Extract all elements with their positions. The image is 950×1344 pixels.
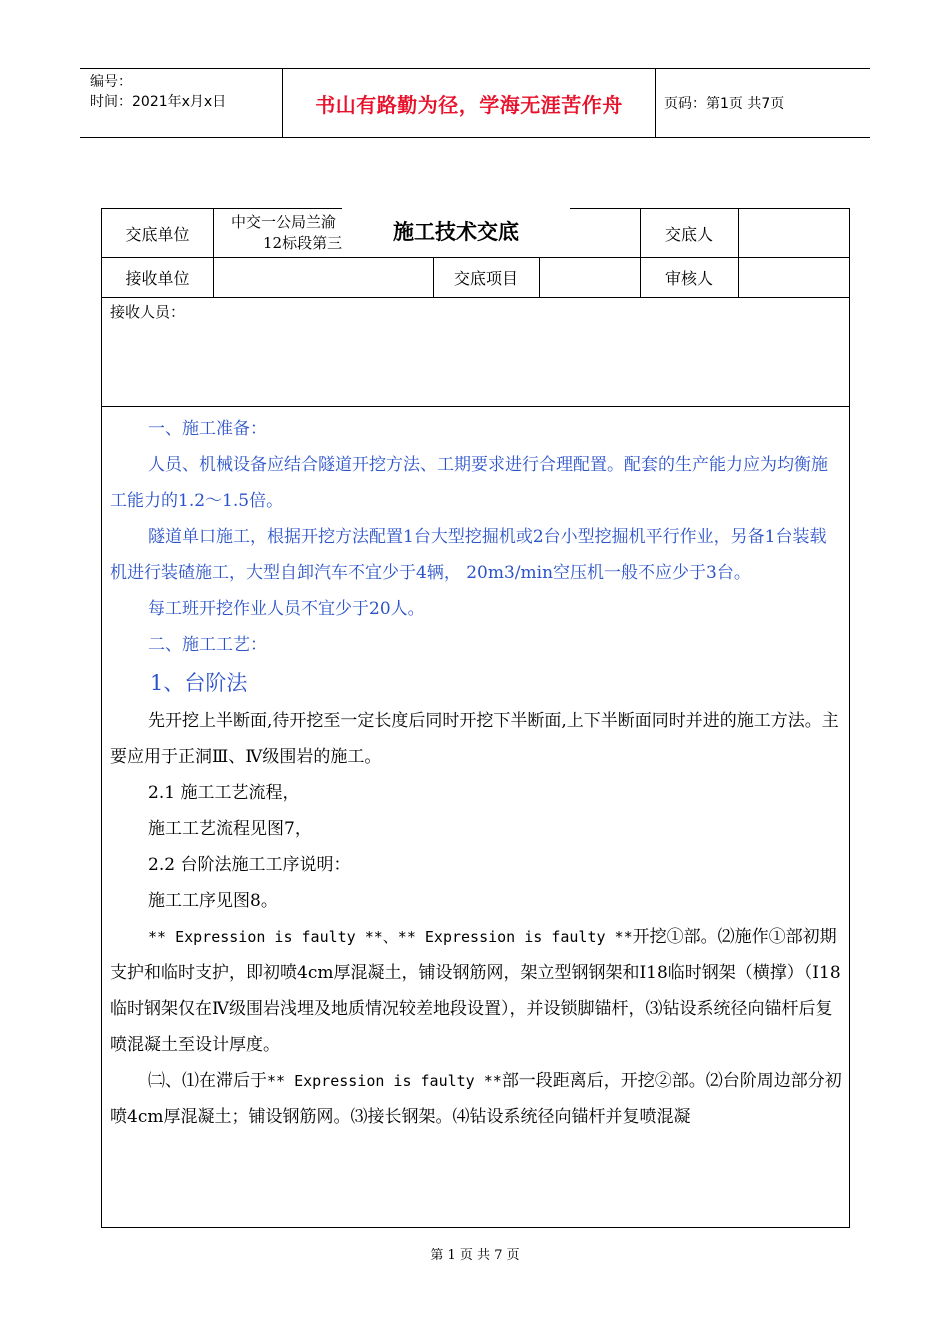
section2-para5: 施工工序见图8。 (148, 891, 278, 911)
section2-subheading: 1、台阶法 (150, 671, 248, 695)
project-label: 交底项目 (453, 268, 518, 288)
motto: 书山有路勤为径，学海无涯苦作舟 (283, 69, 656, 137)
section2-para2: 2.1 施工工艺流程， (148, 783, 300, 803)
section2-para1: 先开挖上半断面,待开挖至一定长度后同时开挖下半断面,上下半断面同时并进的施工方法。主要应用于正洞Ⅲ、Ⅳ级围岩的施工。 (110, 711, 839, 767)
section2-heading: 二、施工工艺： (148, 635, 267, 655)
unit-value-line2: 12标段第三 (263, 234, 343, 252)
section2-para3: 施工工艺流程见图7， (148, 819, 312, 839)
document-title: 施工技术交底 (342, 206, 570, 256)
page-info: 页码：第1页 共7页 (664, 96, 785, 112)
section2-para6 (110, 919, 843, 1063)
section1-para1: 人员、机械设备应结合隧道开挖方法、工期要求进行合理配置。配套的生产能力应为均衡施工能力的1.2～1.5倍。 (110, 455, 828, 511)
receiver-unit-label: 接收单位 (125, 268, 190, 288)
reviewer-label: 审核人 (664, 268, 713, 288)
header-meta (80, 69, 283, 137)
section2-para6-text: 开挖①部。⑵施作①部初期支护和临时支护，即初喷4cm厚混凝土，铺设钢筋网，架立型钢钢架和I18临时钢架（横撑）（I18临时钢架仅在Ⅳ级围岩浅埋及地质情况较差地段设置），并设锁脚锚杆，⑶钻设系统径向锚杆后复喷混凝土至设计厚度。 (110, 927, 841, 1055)
receivers-label: 接收人员： (110, 303, 186, 321)
unit-value-line1: 中交一公局兰渝 (231, 213, 337, 231)
expression-error-2: ** Expression is faulty ** (267, 1072, 502, 1090)
page-footer: 第 1 页 共 7 页 (430, 1248, 520, 1263)
section2-para7-start: ㈡、⑴在滞后于 (148, 1071, 267, 1091)
unit-label: 交底单位 (125, 224, 190, 244)
code-label: 编号： (90, 74, 132, 90)
content-body (102, 407, 851, 1135)
section1-para3: 每工班开挖作业人员不宜少于20人。 (148, 599, 425, 619)
section2-para7 (110, 1063, 843, 1135)
section1-para2: 隧道单口施工，根据开挖方法配置1台大型挖掘机或2台小型挖掘机平行作业，另备1台装载机进行装碴施工，大型自卸汽车不宜少于4辆， 20m3/min空压机一般不应少于3台。 (110, 527, 827, 583)
section1-heading: 一、施工准备： (148, 419, 267, 439)
header-band (80, 68, 870, 138)
section2-para4: 2.2 台阶法施工工序说明： (148, 855, 351, 875)
disclosure-form (101, 208, 850, 1228)
expression-error: ** Expression is faulty **、** Expression is faulty ** (148, 928, 633, 946)
date-label: 时间：2021年x月x日 (90, 94, 227, 110)
unit-value (214, 209, 354, 257)
section2-para7-text: 部一段距离后，开挖②部。⑵台阶周边部分初喷4cm厚混凝土；铺设钢筋网。⑶接长钢架。⑷钻设系统径向锚杆并复喷混凝 (110, 1071, 842, 1127)
giver-label: 交底人 (664, 224, 713, 244)
